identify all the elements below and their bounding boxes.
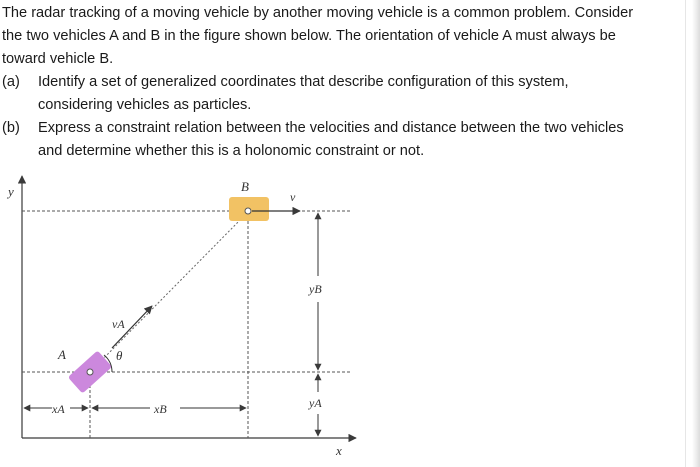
part-a-line: considering vehicles as particles. <box>38 97 252 113</box>
page-edge-line <box>685 0 686 467</box>
vehicle-a-label: A <box>58 347 66 362</box>
dimension-xa-label: xA <box>52 402 65 416</box>
page-edge-shadow <box>692 0 700 467</box>
part-a-line: Identify a set of generalized coordinates that describe configuration of this system, <box>38 74 569 90</box>
vehicle-b-point <box>245 208 251 214</box>
x-axis-label: x <box>336 443 342 458</box>
part-b-label: (b) <box>2 120 20 136</box>
dimension-xb-label: xB <box>154 402 167 416</box>
part-b <box>2 117 692 163</box>
problem-intro-line: The radar tracking of a moving vehicle by another moving vehicle is a common problem. Consider <box>2 5 634 21</box>
vehicle-b-label: B <box>241 179 249 194</box>
problem-intro-line: toward vehicle B. <box>2 51 114 67</box>
part-a <box>2 71 692 117</box>
part-a-label: (a) <box>2 74 20 90</box>
problem-intro-line: the two vehicles A and B in the figure shown below. The orientation of vehicle A must always be <box>2 28 616 44</box>
part-b-line: and determine whether this is a holonomic constraint or not. <box>38 143 425 159</box>
part-b-line: Express a constraint relation between the velocities and distance between the two vehicles <box>38 120 624 136</box>
vehicle-tracking-figure <box>0 170 380 467</box>
line-of-sight <box>96 214 246 366</box>
vehicle-a-velocity-label: vA <box>112 317 125 331</box>
angle-label: θ <box>116 348 123 363</box>
dimension-ya-label: yA <box>309 396 322 410</box>
problem-statement <box>2 2 692 163</box>
vehicle-a-point <box>87 369 93 375</box>
dimension-yb-label: yB <box>309 282 322 296</box>
vehicle-b-velocity-label: v <box>290 190 296 204</box>
y-axis-label: y <box>8 184 14 199</box>
